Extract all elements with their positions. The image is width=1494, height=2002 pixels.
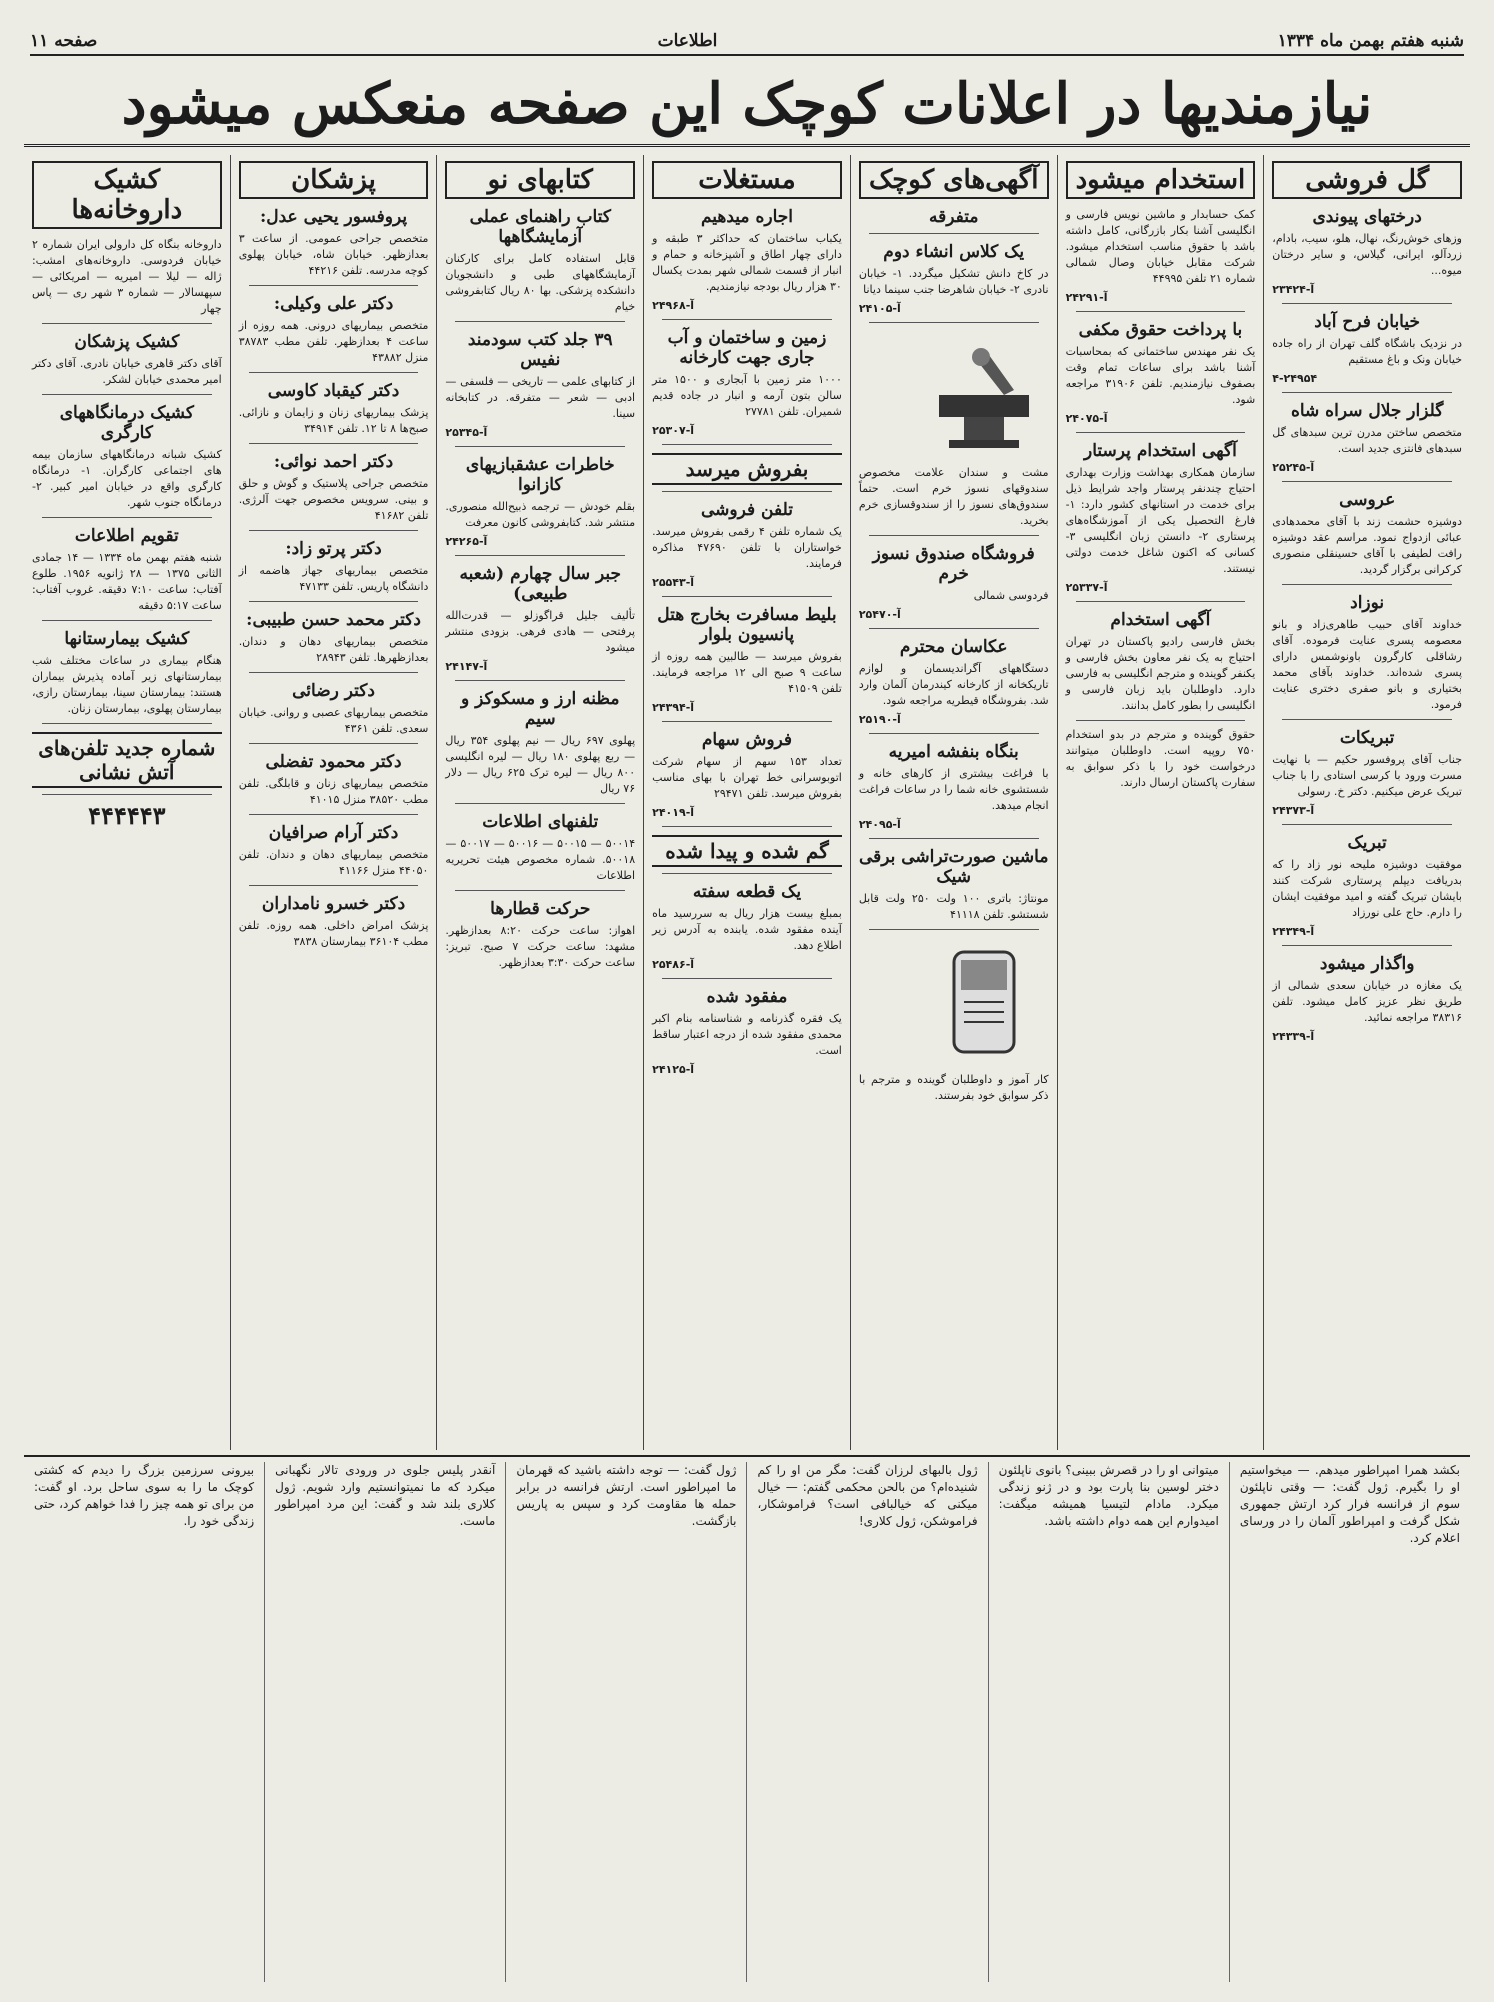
ad-separator — [869, 733, 1039, 734]
ad-title: پروفسور یحیی عدل: — [259, 207, 408, 227]
ad-reference: آ-۲۵۳۴۵ — [445, 426, 488, 439]
ad-text: خداوند آقای حبیب طاهری‌زاد و بانو معصومه پسری عنایت فرموده. آقای رشاقلی کارگرون باونوشمس دارای پسری شده‌اند. خداوند بآقای محمد بختیاری و بانو صفری دختری عنایت فرمود. — [1272, 618, 1462, 711]
ad-block — [239, 681, 429, 737]
ad-text: موفقیت دوشیزه ملیحه نور زاد را که بدریافت دیپلم پرستاری شرکت کنند بایشان تبریک گفته و امید موفقیت ایشان را دارم. حاج علی نورزاد — [1272, 858, 1462, 919]
ad-title: دکتر کیقباد کاوسی — [267, 381, 400, 401]
ad-title: دکتر پرتو زاد: — [285, 539, 382, 559]
story-text: میتوانی او را در قصرش ببینی؟ بانوی ناپلئون دختر لوسین بنا پارت بود و در ژنو زندگی میکرد. مادام لتیسیا همیشه میگفت: امیدوارم این همه دوام داشته باشد. — [998, 1463, 1219, 1528]
ad-block — [445, 207, 635, 315]
ad-title: گم شده و پیدا شده — [652, 835, 842, 867]
column-heading: استخدام میشود — [1066, 161, 1256, 199]
ad-text: تألیف جلیل قراگوزلو — قدرت‌الله پرفتحی — هادی فرهی. بزودی منتشر میشود — [445, 609, 636, 654]
serial-story — [24, 1462, 1470, 1982]
ad-text: تعداد ۱۵۳ سهم از سهام شرکت اتوبوسرانی خط تهران با بهای مناسب بفروش میرسد. تلفن ۲۹۴۷۱ — [652, 755, 842, 800]
ad-block — [652, 500, 842, 590]
ad-block — [445, 564, 635, 674]
shaver-illustration — [919, 942, 1049, 1062]
ad-block — [239, 207, 429, 279]
paper-name: اطلاعات — [657, 31, 718, 51]
ad-title: نوزاد — [1350, 593, 1385, 613]
page-number: صفحه ۱۱ — [30, 31, 98, 51]
column-flowers — [1263, 155, 1470, 1450]
ad-text: یک مغازه در خیابان سعدی شمالی از طریق نظر عزیز کامل میشود. تلفن ۳۸۳۱۶ مراجعه نمائید. — [1272, 979, 1462, 1024]
column-real-estate — [643, 155, 850, 1450]
ad-block — [239, 539, 429, 595]
ad-separator — [1282, 945, 1452, 946]
ad-separator — [869, 929, 1039, 930]
ad-block — [652, 730, 842, 820]
ad-separator — [1282, 719, 1452, 720]
ad-text: در نزدیک باشگاه گلف تهران از راه جاده خیابان ونک و باغ مستقیم — [1272, 337, 1462, 366]
ad-block — [859, 637, 1049, 727]
ad-block — [1272, 401, 1462, 475]
ad-title: حرکت قطارها — [490, 899, 591, 919]
ad-text: دستگاههای آگراندیسمان و لوازم تاریکخانه از کارخانه کیندرمان آلمان وارد شد. بفروشگاه قیطریه مراجعه شود. — [858, 662, 1049, 707]
ad-separator — [42, 323, 212, 324]
ad-block — [652, 453, 842, 485]
ad-text: سازمان همکاری بهداشت وزارت بهداری احتیاج چندنفر پرستار واجد شرایط ذیل برای خدمت در استانهای کشور دارد: ۱- فارغ التحصیل یکی از آموزشگاه‌های پرستاری ۲- دانستن زبان انگلیسی ۳- کسانی که اکنون شاغل خدمت دولتی نیستند. — [1065, 466, 1256, 575]
ad-title: متفرقه — [928, 207, 979, 227]
ad-text: با فراغت بیشتری از کارهای خانه و شستشوی خانه شما را در ساعات فراغت انجام میدهد. — [858, 767, 1049, 812]
ad-title: کشیک درمانگاههای کارگری — [59, 403, 194, 443]
ad-title: ماشین صورت‌تراشی برقی شیک — [858, 847, 1049, 887]
ad-title: کشیک بیمارستانها — [64, 629, 190, 649]
ad-title: دکتر علی وکیلی: — [273, 294, 394, 314]
ad-separator — [662, 491, 832, 492]
column-jobs — [1057, 155, 1264, 1450]
ad-block — [859, 544, 1049, 622]
story-column — [24, 1462, 264, 1982]
ad-title: دکتر خسرو نامداران — [261, 894, 406, 914]
ad-block — [652, 882, 842, 972]
ad-reference: آ-۲۴۳۹۴ — [652, 701, 695, 714]
ad-block — [1272, 954, 1462, 1044]
ad-title: تبریکات — [1339, 728, 1395, 748]
column-heading: کتابهای نو — [445, 161, 635, 199]
ad-block — [32, 526, 222, 614]
ad-separator — [42, 794, 212, 795]
ad-block — [1272, 593, 1462, 713]
ad-block — [1066, 727, 1256, 791]
ad-title: اجاره میدهیم — [700, 207, 793, 227]
ad-text: متخصص جراحی عمومی. از ساعت ۳ بعدازظهر. خیابان شاه، خیابان پهلوی کوچه مدرسه. تلفن ۴۴۲۱۶ — [238, 232, 429, 277]
ad-block — [652, 605, 842, 715]
ad-separator — [249, 743, 419, 744]
ad-text: کشیک شبانه درمانگاههای سازمان بیمه های اجتماعی کارگران. ۱- درمانگاه کارگری واقع در خیابان امیر کبیر. ۲- درمانگاه جنوب شهر. — [31, 448, 222, 509]
ad-text: مونتاژ: باتری ۱۰۰ ولت ۲۵۰ ولت قابل شستشو. تلفن ۴۱۱۱۸ — [858, 892, 1049, 921]
ad-block — [239, 752, 429, 808]
ad-block — [239, 823, 429, 879]
ad-separator — [249, 530, 419, 531]
ad-reference: آ-۲۴۳۴۹ — [1272, 925, 1315, 938]
ad-separator — [869, 838, 1039, 839]
ad-text: پزشک بیماریهای زنان و زایمان و نازائی. صبح‌ها ۸ تا ۱۲. تلفن ۳۴۹۱۴ — [238, 406, 429, 435]
ad-separator — [455, 555, 625, 556]
ad-separator — [455, 680, 625, 681]
ad-text: متخصص ساختن مدرن ترین سبدهای گل سبدهای فانتزی جدید است. — [1272, 426, 1462, 455]
ad-reference: آ-۲۴۱۲۵ — [652, 1063, 695, 1076]
ad-block — [445, 812, 635, 884]
story-text: بیرونی سرزمین بزرگ را دیدم که کشتی کوچک ما را به سوی ساحل برد. او گفت: من برای تو همه چیز را فدا خواهم کرد، حتی زندگی خود را. — [33, 1463, 255, 1528]
ad-separator — [662, 596, 832, 597]
ad-reference: آ-۲۵۳۰۷ — [652, 424, 695, 437]
ad-reference: آ-۲۵۴۷۰ — [858, 608, 901, 621]
ad-block — [32, 629, 222, 717]
ad-text: شنبه هفتم بهمن ماه ۱۳۳۴ — ۱۴ جمادی الثانی ۱۳۷۵ — ۲۸ ژانویه ۱۹۵۶. طلوع آفتاب: ساعت ۷:۱۰ دقیقه. غروب آفتاب: ساعت ۵:۱۷ دقیقه — [31, 551, 222, 612]
ad-reference: آ-۲۴۰۷۵ — [1065, 412, 1108, 425]
ad-block — [1066, 207, 1256, 305]
ad-title: کتاب راهنمای عملی آزمایشگاهها — [469, 207, 611, 247]
ad-text: حقوق گوینده و مترجم در بدو استخدام ۷۵۰ روپیه است. داوطلبان میتوانند درخواست خود را با ذکر سوابق به سفارت پاکستان ارسال دارند. — [1065, 728, 1256, 789]
section-divider — [24, 1455, 1470, 1457]
ad-title: واگذار میشود — [1319, 954, 1415, 974]
ad-text: پهلوی ۶۹۷ ریال — نیم پهلوی ۳۵۴ ریال — ربع پهلوی ۱۸۰ ریال — لیره انگلیسی ۸۰۰ ریال — لیره ترک ۶۲۵ ریال — دلار ۷۶ ریال — [445, 734, 636, 795]
ad-separator — [1282, 584, 1452, 585]
ad-title: آگهی استخدام پرستار — [1084, 441, 1237, 461]
ad-text: متخصص بیماریهای عصبی و روانی. خیابان سعدی. تلفن ۴۳۶۱ — [238, 706, 429, 735]
ad-block — [239, 894, 429, 950]
ad-title: درختهای پیوندی — [1312, 207, 1422, 227]
ad-separator — [869, 322, 1039, 323]
ad-block — [239, 610, 429, 666]
ad-text: ۵۰۰۱۴ — ۵۰۰۱۵ — ۵۰۰۱۶ — ۵۰۰۱۷ — ۵۰۰۱۸. شماره مخصوص هیئت تحریریه اطلاعات — [445, 837, 636, 882]
column-heading: پزشکان — [239, 161, 429, 199]
ad-block — [239, 294, 429, 366]
ad-text: وزهای خوش‌رنگ، نهال، هلو، سیب، بادام، زردآلو، ایرانی، گیلاس، و سایر درختان میوه... — [1272, 232, 1462, 277]
ad-block — [859, 847, 1049, 923]
ad-block — [859, 1072, 1049, 1104]
ad-block — [652, 207, 842, 313]
ad-separator — [249, 672, 419, 673]
ad-title: زمین و ساختمان و آب جاری جهت کارخانه — [667, 328, 827, 368]
ad-title: با پرداخت حقوق مکفی — [1078, 320, 1243, 340]
ad-separator — [1282, 303, 1452, 304]
ad-title: دکتر احمد نوائی: — [273, 452, 394, 472]
ad-block — [32, 403, 222, 511]
ad-block — [239, 381, 429, 437]
ad-text: کار آموز و داوطلبان گوینده و مترجم با ذکر سوابق خود بفرستند. — [858, 1073, 1049, 1102]
story-text: آنقدر پلیس جلوی در ورودی تالار نگهبانی میکرد که ما نمیتوانستیم وارد شویم. ژول کلاری بلند شد و گفت: این مرد امپراطور ماست. — [275, 1463, 496, 1528]
ad-reference: آ-۲۴۹۶۸ — [652, 299, 695, 312]
ad-block — [1066, 320, 1256, 426]
ad-separator — [249, 601, 419, 602]
ad-title: شماره جدید تلفن‌های آتش نشانی — [32, 732, 222, 788]
column-heading: گل فروشی — [1272, 161, 1462, 199]
ad-title: بنگاه بنفشه امیریه — [888, 742, 1019, 762]
ad-separator — [249, 372, 419, 373]
ad-text: در کاخ دانش تشکیل میگردد. ۱- خیابان نادری ۲- خیابان شاهرضا جنب سینما دیانا — [858, 267, 1049, 296]
ad-reference: آ-۲۳۴۲۴ — [1272, 283, 1315, 296]
ad-reference: آ-۲۴۱۴۷ — [445, 660, 488, 673]
column-heading: آگهی‌های کوچک — [859, 161, 1049, 199]
ad-separator — [42, 394, 212, 395]
ad-block — [652, 987, 842, 1077]
ad-text: متخصص بیماریهای دهان و دندان. بعدازظهرها. تلفن ۲۸۹۴۳ — [238, 635, 429, 664]
ad-separator — [42, 723, 212, 724]
ad-separator — [455, 446, 625, 447]
ad-separator — [249, 443, 419, 444]
ad-separator — [869, 233, 1039, 234]
ad-text: کمک حسابدار و ماشین نویس فارسی و انگلیسی آشنا بکار بازرگانی، کامل داشته باشد با حقوق مناسب استخدام میشود. شرکت مقابل خیابان وصال شمالی شماره ۲۱ تلفن ۴۴۹۹۵ — [1065, 208, 1256, 285]
ad-separator — [662, 721, 832, 722]
ad-separator — [1076, 601, 1246, 602]
ad-title: بفروش میرسد — [652, 453, 842, 485]
ad-text: بخش فارسی رادیو پاکستان در تهران احتیاج به یک نفر معاون بخش فارسی و یکنفر گوینده و مترجم انگلیسی به فارسی دارد. داوطلبان باید زبان فارسی و انگلیسی را بطور کامل بدانند. — [1065, 635, 1256, 712]
ad-block — [1272, 833, 1462, 939]
ad-block — [652, 835, 842, 867]
story-column — [264, 1462, 505, 1982]
ad-title: ۳۹ جلد کتب سودمند نفیس — [467, 330, 613, 370]
ad-separator — [1076, 311, 1246, 312]
ad-separator — [1282, 481, 1452, 482]
column-small-ads — [850, 155, 1057, 1450]
ad-separator — [1282, 824, 1452, 825]
ad-text: یک فقره گذرنامه و شناسنامه بنام اکبر محمدی مفقود شده از درجه اعتبار ساقط است. — [652, 1012, 842, 1057]
ad-title: جبر سال چهارم (شعبه طبیعی) — [459, 564, 622, 604]
ad-block — [32, 801, 222, 830]
ad-text: دوشیزه حشمت زند با آقای محمدهادی عبائی ازدواج نمود. مراسم عقد دوشیزه رافت لطیفی با آقای حسینقلی منصوری کرکرانی برگزار گردید. — [1272, 515, 1462, 576]
ad-text: اهواز: ساعت حرکت ۸:۲۰ بعدازظهر. مشهد: ساعت حرکت ۷ صبح. تبریز: ساعت حرکت ۳:۳۰ بعدازظهر. — [445, 924, 636, 969]
ad-text: متخصص جراحی پلاستیک و گوش و حلق و بینی. سرویس مخصوص جهت آلرژی. تلفن ۴۱۶۸۲ — [238, 477, 429, 522]
ad-block — [1272, 728, 1462, 818]
issue-date: شنبه هفتم بهمن ماه ۱۳۳۴ — [1277, 31, 1464, 51]
ad-block — [32, 732, 222, 788]
ad-text: جناب آقای پروفسور حکیم — با نهایت مسرت ورود با کرسی استادی را با جناب تبریک عرض میکنیم. دکتر خ. رسولی — [1272, 753, 1462, 798]
ad-block — [445, 455, 635, 549]
ad-separator — [249, 814, 419, 815]
ad-reference: آ-۲۵۵۴۳ — [652, 576, 695, 589]
ad-text: یک نفر مهندس ساختمانی که بمحاسبات آشنا باشد برای ساعات تمام وقت بصفوف نیازمندیم. تلفن ۳۱۹۰۶ مراجعه شود. — [1065, 345, 1256, 406]
ad-separator — [869, 628, 1039, 629]
ad-title: خاطرات عشقبازیهای کازانوا — [465, 455, 615, 495]
ad-block — [1066, 441, 1256, 595]
ad-title: فروشگاه صندوق نسوز خرم — [872, 544, 1035, 584]
ad-reference: آ-۲۵۱۹۰ — [858, 713, 901, 726]
ad-text: مشت و سندان علامت مخصوص سندوقهای نسوز خرم است. حتماً سندوق‌های نسوز را از سندوقسازی خرم بخرید. — [858, 466, 1049, 527]
ad-title: گلزار جلال سراه شاه — [1290, 401, 1444, 421]
ad-separator — [1076, 720, 1246, 721]
ad-title: عکاسان محترم — [899, 637, 1008, 657]
column-doctors — [230, 155, 437, 1450]
ad-reference: آ-۲۵۲۴۵ — [1272, 461, 1315, 474]
ad-reference: آ-۲۴۲۹۱ — [1065, 291, 1108, 304]
ad-separator — [1282, 392, 1452, 393]
page-headline: نیازمندیها در اعلانات کوچک این صفحه منعکس میشود — [24, 64, 1470, 147]
ad-separator — [662, 826, 832, 827]
ad-separator — [662, 444, 832, 445]
ad-block — [32, 237, 222, 317]
ad-reference: آ-۲۴۳۳۹ — [1272, 1030, 1315, 1043]
ad-title: بلیط مسافرت بخارج هتل پانسیون بلوار — [657, 605, 837, 645]
anvil-illustration — [919, 335, 1049, 455]
ad-text: ۱۰۰۰ متر زمین با آبجاری و ۱۵۰۰ متر سالن بتون آرمه و انبار در جاده قدیم شمیران. تلفن ۲۷۷۸۱ — [652, 373, 842, 418]
ad-text: متخصص بیماریهای دهان و دندان. تلفن ۴۴۰۵۰ منزل ۴۱۱۶۶ — [238, 848, 429, 877]
ad-reference: آ-۲۴۰۹۵ — [858, 818, 901, 831]
story-column — [746, 1462, 987, 1982]
ad-separator — [455, 321, 625, 322]
column-heading: مستغلات — [652, 161, 842, 199]
ad-separator — [662, 873, 832, 874]
ad-reference: آ-۲۵۴۸۶ — [652, 958, 695, 971]
story-text: بکشد همرا امپراطور میدهم. — میخواستیم او را بگیرم. ژول گفت: — وقتی ناپلئون سوم از فرانسه فرار کرد ارتش جمهوری شکل گرفت و امپراطور آلمان را در ورسای اعلام کرد. — [1239, 1463, 1460, 1545]
page-header — [30, 28, 1464, 56]
ad-title: دکتر آرام صرافیان — [268, 823, 399, 843]
ad-text: داروخانه بنگاه کل دارولی ایران شماره ۲ خیابان فردوسی. داروخانه‌های امشب: ژاله — لیلا — امیریه — امریکائی — سپهسالار — شماره ۳ شهر ری — پاس چهار — [31, 238, 222, 315]
ad-text: متخصص بیماریهای زنان و قابلگی. تلفن مطب ۳۸۵۲۰ منزل ۴۱۰۱۵ — [238, 777, 429, 806]
ad-text: آقای دکتر قاهری خیابان نادری. آقای دکتر امیر محمدی خیابان لشکر. — [31, 357, 222, 386]
story-text: ژول گفت: — توجه داشته باشید که قهرمان ما امپراطور است. ارتش فرانسه در برابر حمله ها مقاومت کرد و سپس به پاریس بازگشت. — [516, 1463, 737, 1528]
ad-text: متخصص بیماریهای درونی. همه روزه از ساعت ۴ بعدازظهر. تلفن مطب ۳۸۷۸۳ منزل ۴۳۸۸۲ — [238, 319, 429, 364]
ad-title: تلفنهای اطلاعات — [482, 812, 599, 832]
ad-block — [652, 328, 842, 438]
ad-separator — [455, 890, 625, 891]
ad-title: مفقود شده — [706, 987, 788, 1007]
ad-separator — [42, 517, 212, 518]
ad-title: کشیک پزشکان — [74, 332, 180, 352]
ad-block — [859, 207, 1049, 227]
ad-title: یک قطعه سفته — [692, 882, 802, 902]
ad-separator — [1076, 432, 1246, 433]
ad-title: دکتر محمود تفضلی — [265, 752, 402, 772]
ad-text: یک شماره تلفن ۴ رقمی بفروش میرسد. خواستاران با تلفن ۴۷۶۹۰ مذاکره فرمایند. — [652, 525, 842, 570]
ad-title: خیابان فرح آباد — [1314, 312, 1421, 332]
ad-reference: آ-۲۵۳۳۷ — [1065, 581, 1108, 594]
ad-title: تلفن فروشی — [701, 500, 793, 520]
story-text: ژول بالبهای لرزان گفت: مگر من او را کم شنیده‌ام؟ من بالحن محکمی گفتم: — خیال میکنی که خیالبافی است؟ فراموشکار، فراموشکن، ژول کلاری! — [757, 1463, 978, 1528]
ad-reference: آ-۲۴۱۰۵ — [858, 302, 901, 315]
ad-text: فردوسی شمالی — [973, 589, 1049, 602]
ad-title: فروش سهام — [701, 730, 793, 750]
ad-title: آگهی استخدام — [1110, 610, 1211, 630]
ad-title: دکتر محمد حسن طبیبی: — [246, 610, 421, 630]
ad-title: یک کلاس انشاء دوم — [883, 242, 1025, 262]
ad-reference: آ-۲۴۲۶۵ — [445, 535, 488, 548]
ad-block — [32, 332, 222, 388]
ad-text: بمبلغ بیست هزار ریال به سررسید ماه آینده مفقود شده. یابنده به آدرس زیر اطلاع دهد. — [652, 907, 842, 952]
ad-separator — [42, 620, 212, 621]
ad-block — [445, 330, 635, 440]
ad-separator — [249, 885, 419, 886]
ad-block — [1272, 490, 1462, 578]
ad-title: تقویم اطلاعات — [74, 526, 179, 546]
column-pharmacies — [24, 155, 230, 1450]
ad-separator — [455, 803, 625, 804]
ads-columns — [24, 155, 1470, 1450]
ad-block — [445, 899, 635, 971]
ad-separator — [662, 319, 832, 320]
ad-title: مظنه ارز و مسکوکز و سیم — [461, 689, 620, 729]
ad-title: تبریک — [1347, 833, 1387, 853]
ad-separator — [249, 285, 419, 286]
ad-block — [1272, 312, 1462, 386]
ad-block — [859, 742, 1049, 832]
ad-block — [859, 465, 1049, 529]
ad-block — [1272, 207, 1462, 297]
ad-block — [445, 689, 635, 797]
ad-reference: آ-۲۴۰۱۹ — [652, 806, 695, 819]
ad-title: عروسی — [1339, 490, 1396, 510]
ad-reference: ۴-۲۴۹۵۴ — [1272, 372, 1318, 385]
ad-block — [239, 452, 429, 524]
ad-separator — [662, 978, 832, 979]
ad-title: دکتر رضائی — [292, 681, 375, 701]
ad-text: پزشک امراض داخلی. همه روزه. تلفن مطب ۳۶۱۰۴ بیمارستان ۳۸۳۸ — [238, 919, 429, 948]
story-column — [1229, 1462, 1470, 1982]
ad-text: هنگام بیماری در ساعات مختلف شب بیمارستانهای زیر آماده پذیرش بیماران هستند: بیمارستان سینا، بیمارستان رازی، بیمارستان پهلوی، بیمارستان زنان. — [31, 654, 222, 715]
story-column — [988, 1462, 1229, 1982]
column-books — [436, 155, 643, 1450]
ad-block — [1066, 610, 1256, 714]
ad-text: ۴۴۴۴۴۳ — [88, 801, 166, 830]
ad-block — [859, 242, 1049, 316]
ad-text: متخصص بیماریهای جهاز هاضمه از دانشگاه پاریس. تلفن ۴۷۱۳۳ — [238, 564, 429, 593]
ad-text: بقلم خودش — ترجمه ذبیح‌الله منصوری. منتشر شد. کتابفروشی کانون معرفت — [445, 500, 636, 529]
ad-separator — [869, 535, 1039, 536]
ad-text: قابل استفاده کامل برای کارکنان آزمایشگاههای طبی و دانشجویان دانشکده پزشکی. بها ۸۰ ریال کتابفروشی خیام — [445, 252, 636, 313]
ad-text: از کتابهای علمی — تاریخی — فلسفی — ادبی — شعر — متفرقه. در کتابخانه سینا. — [445, 375, 636, 420]
ad-text: بفروش میرسد — طالبین همه روزه از ساعت ۹ صبح الی ۱۲ مراجعه فرمایند. تلفن ۴۱۵۰۹ — [652, 650, 842, 695]
ad-text: یکباب ساختمان که حداکثر ۳ طبقه و دارای چهار اطاق و آشپزخانه و حمام و انبار از قسمت شمالی شهر بمدت یکسال ۳۰ هزار ریال بودجه نیازمندیم. — [652, 232, 842, 293]
story-column — [505, 1462, 746, 1982]
ad-reference: آ-۲۴۳۷۳ — [1272, 804, 1315, 817]
column-heading: کشیک داروخانه‌ها — [32, 161, 222, 229]
